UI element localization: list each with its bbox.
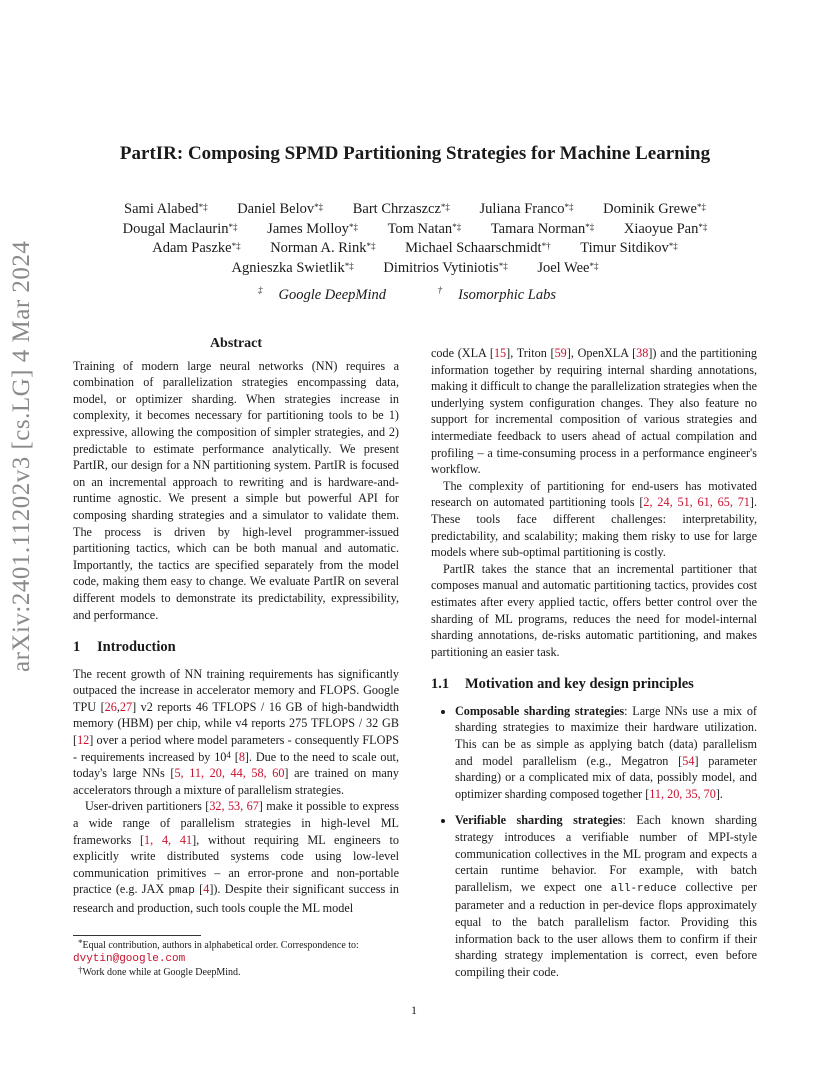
- citation-link[interactable]: 4: [203, 882, 210, 897]
- citation-link[interactable]: 11, 20, 35, 70: [649, 786, 716, 801]
- author: Tom Natan*‡: [387, 220, 462, 237]
- citation-link[interactable]: 26: [104, 699, 117, 714]
- paper-title: PartIR: Composing SPMD Partitioning Strategies for Machine Learning: [119, 143, 711, 164]
- affiliation-isomorphic-labs: † Isomorphic Labs: [437, 285, 557, 303]
- author-line-4: [70, 259, 760, 279]
- arxiv-identifier-stamp: arXiv:2401.11202v3 [cs.LG] 4 Mar 2024: [8, 240, 35, 672]
- author: Agnieszka Swietlik*‡: [231, 259, 354, 276]
- list-item: • Verifiable sharding strategies: Each known sharding strategy introduces a verifiable number of MPI-style communication collectives in the ML program and expects a certain runtime behavior. For example, with batch parallelism, we expect one all-reduce collective per parameter and a reduction in per-device flops approximately equal to the batch parallelism factor. Providing this information back to the user allows them to confirm if their sharding strategy implementation is correct, even before compiling their code.: [455, 812, 757, 980]
- right-paragraph-2: The complexity of partitioning for end-users has motivated research on automated partitioning tools [2, 24, 51, 61, 65, 71]. These tools face different challenges: interpretability, predictability, and scalability; making them risky to use for large models where sub-optimal partitioning is costly.: [431, 478, 758, 560]
- author: Dominik Grewe*‡: [603, 201, 706, 217]
- author: Bart Chrzaszcz*‡: [352, 201, 450, 217]
- footnote-rule: [73, 935, 201, 936]
- left-column: [73, 336, 399, 917]
- affiliation-google-deepmind: ‡ Google DeepMind: [257, 285, 386, 303]
- author: Michael Schaarschmidt*†: [405, 240, 551, 256]
- abstract-heading: Abstract: [209, 336, 263, 351]
- author-line-3: [70, 239, 760, 259]
- footnotes: [73, 939, 399, 979]
- author: Joel Wee*‡: [537, 259, 599, 276]
- abstract-text: Training of modern large neural networks (NN) requires a combination of parallelization strategies encompassing data, model, or optimizer sharding. When strategies increase in complexity, it becomes necessary for partitioning tools to be 1) expressive, allowing the composition of simpler strategies, and 2) predictable to estimate performance analytically. We present PartIR, our design for a NN partitioning system. PartIR is focused on an incremental approach to rewriting and is hardware-and-runtime agnostic. We present a simple but powerful API for composing sharding strategies and a simulator to validate them. The process is driven by high-level programmer-issued partitioning tactics, which can be both manual and automatic. Importantly, the tactics are specified separately from the model code, making them easy to change. We evaluate PartIR on several different models to demonstrate its predictability, expressibility, and performance.: [73, 358, 399, 622]
- section-heading-introduction: 1 Introduction: [73, 639, 176, 656]
- inline-code: pmap: [168, 885, 195, 898]
- author-line-1: [70, 200, 760, 220]
- citation-link[interactable]: 2, 24, 51, 61, 65, 71: [643, 495, 750, 510]
- intro-paragraph-1: The recent growth of NN training requirements has significantly outpaced the increase in accelerator memory and FLOPS. Google TPU [26,27] v2 reports 46 TFLOPS / 16 GB of high-bandwidth memory (HBM) per chip, while v4 reports 275 TFLOPS / 32 GB [12] over a period where model parameters - consequently FLOPS - requirements increased by $10^4$ [8]. Due to the need to scale out, today's large NNs [5, 11, 20, 44, 58, 60] are trained on many accelerators through a mixture of parallelism strategies.: [73, 666, 399, 797]
- affiliations: [70, 287, 760, 304]
- author: James Molloy*‡: [267, 220, 358, 237]
- author-list: [70, 200, 760, 278]
- author: Juliana Franco*‡: [479, 201, 574, 217]
- inline-code: all-reduce: [610, 882, 677, 895]
- author-line-2: [70, 220, 760, 240]
- author: Dougal Maclaurin*‡: [122, 220, 238, 237]
- citation-link[interactable]: 8: [238, 749, 245, 764]
- author: Xiaoyue Pan*‡: [623, 220, 708, 237]
- subsection-heading-motivation: 1.1 Motivation and key design principles: [431, 676, 694, 693]
- citation-link[interactable]: 54: [682, 753, 695, 768]
- citation-link[interactable]: 5, 11, 20, 44, 58, 60: [174, 766, 285, 781]
- right-column: [431, 345, 757, 990]
- citation-link[interactable]: 12: [77, 733, 90, 748]
- citation-link[interactable]: 32, 53, 67: [209, 799, 259, 814]
- author: Tamara Norman*‡: [490, 220, 595, 237]
- citation-link[interactable]: 27: [119, 699, 133, 714]
- right-paragraph-3: PartIR takes the stance that an incremental partitioner that composes manual and automatic partitioning tactics, provides cost estimates after every applied tactic, offers better control over the sharding of ML programs, reduces the need for model-internal sharding annotations, de-risks automatic partitioning, and makes partitioning an easier task.: [431, 561, 757, 659]
- author: Timur Sitdikov*‡: [580, 240, 678, 256]
- design-principles-list: [431, 703, 757, 981]
- citation-link[interactable]: 1, 4, 41: [144, 832, 193, 847]
- right-paragraph-1: code (XLA [15], Triton [59], OpenXLA [38]) and the partitioning information together by requiring internal sharding annotations, making it difficult to change the parallelization strategies when the underlying system configuration changes. They also feature no support for incremental composition of various strategies and intermediate feedback to users ahead of actual compilation and profiling – a time-consuming process in a performance engineer's workflow.: [431, 346, 757, 477]
- exponent: 4: [226, 749, 231, 760]
- correspondence-email-link[interactable]: dvytin@google.com: [73, 953, 186, 965]
- citation-link[interactable]: 59: [554, 346, 567, 360]
- citation-link[interactable]: 38: [636, 346, 649, 360]
- author: Norman A. Rink*‡: [270, 240, 376, 256]
- intro-paragraph-2: User-driven partitioners [32, 53, 67] make it possible to express a wide range of parallelism strategies in high-level ML frameworks [1, 4, 41], without requiring ML engineers to explicitly write distributed systems code using low-level communication primitives – an error-prone and non-portable practice (e.g. JAX pmap [4]). Despite their significant success in research and production, such tools couple the ML model: [73, 799, 400, 915]
- footnote-work-done: †Work done while at Google DeepMind.: [78, 965, 241, 978]
- author: Adam Paszke*‡: [152, 240, 241, 256]
- author: Dimitrios Vytiniotis*‡: [383, 259, 508, 276]
- page-number: 1: [411, 1003, 417, 1017]
- author: Sami Alabed*‡: [124, 201, 208, 217]
- list-item: • Composable sharding strategies: Large NNs use a mix of sharding strategies to maximize their hardware utilization. This can be as simple as applying batch (data) parallelism and model parallelism (e.g., Megatron [54] parameter sharding) or a complicated mix of data, possibly model, and optimizer sharding composed together [11, 20, 35, 70].: [455, 703, 757, 803]
- citation-link[interactable]: 15: [493, 346, 507, 360]
- author: Daniel Belov*‡: [237, 201, 324, 217]
- footnote-equal-contribution: *Equal contribution, authors in alphabetical order. Correspondence to: dvytin@google.com: [73, 938, 359, 965]
